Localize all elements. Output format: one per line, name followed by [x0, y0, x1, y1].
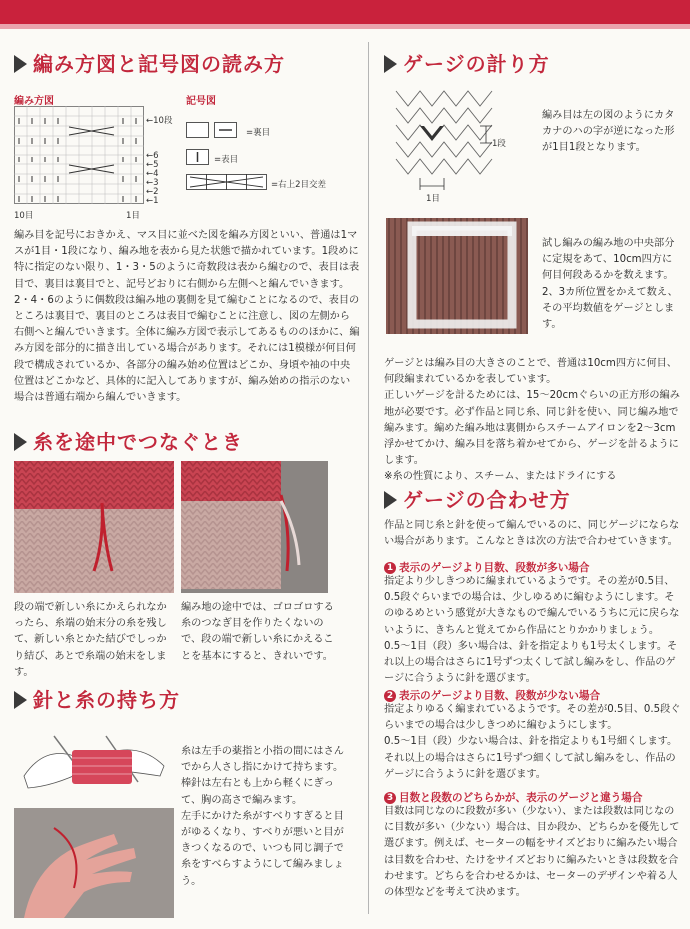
knit-symbol: [186, 149, 210, 165]
knitting-chart-grid: [14, 106, 144, 204]
symbols-label: 記号図: [186, 96, 216, 107]
photo-gauge-ruler: [386, 218, 528, 334]
gauge-adjust-item-3-body: 目数は同じなのに段数が多い（少ない）、または段数は同じなのに目数が多い（少ない）場合は、目か段か、どちらかを優先して選びます。例えば、セーターの幅をサイズどおりに編みたい場合は目数を合わせ、たけをサイズどおりに編みたいときは段数を合わせます。どちらを合わせるかは、セーターのデザインや着る人の体型などを考えて決めます。: [384, 806, 680, 899]
cross-symbol-label: =右上2目交差: [271, 180, 327, 190]
join-yarn-caption-right: 編み地の途中では、ゴロゴロする糸のつなぎ目を作りたくないので、段の端で新しい糸にかえることを基本にすると、きれいです。: [181, 602, 334, 662]
column-divider: [368, 42, 369, 914]
purl-symbol: [186, 122, 242, 138]
section-title-chart-reading: 編み方図と記号図の読み方: [14, 48, 285, 77]
gauge-measure-body: ゲージとは編み目の大きさのことで、普通は10cm四方に何目、何段編まれているかを表しています。 正しいゲージを計るためには、15～20cmぐらいの正方形の編み地が必要です。必ず作品と同じ糸、同じ針を使い、同じ編み地で編みます。編めた編み地は裏側からスチームアイロンを2～3cm浮かせてかけ、編み目を落ち着かせてから、ゲージを計るようにします。 ※糸の性質により、スチーム、またはドライにする: [384, 358, 680, 483]
section-title-gauge-measure: ゲージの計り方: [384, 48, 550, 77]
holding-body: 糸は左手の薬指と小指の間にはさんでから人さし指にかけて持ちます。 棒針は左右とも上から軽くにぎって、胸の高さで編みます。 左手にかけた糸がすべりすぎると目がゆるくなり、すべりが悪いと目がきつくなるので、いつも同じ調子で糸をすべらすようにして編みましょう。: [181, 746, 344, 887]
triangle-bullet-icon: [14, 691, 27, 709]
triangle-bullet-icon: [384, 55, 397, 73]
row-label-1: ←1: [146, 196, 159, 206]
row-label-6: ←6: [146, 151, 159, 161]
purl-symbol-label: =裏目: [246, 128, 271, 138]
top-color-band: [0, 0, 690, 24]
join-yarn-caption-left: 段の端で新しい糸にかえられなかったら、糸端の始末分の糸を残して、新しい糸とかた結びでしっかり結び、あとで糸端の始末をします。: [14, 602, 167, 678]
gauge-caption-1: 編み目は左の図のようにカタカナのハの字が逆になった形が1目1段となります。: [542, 110, 675, 154]
gauge-adjust-item-1-body: 指定より少しきつめに編まれているようです。その差が0.5目、0.5段ぐらいまでの場合は、少しゆるめに編むようにします。そのゆるめという感覚が大きなもので編んでいるうちに元に戻らないように、きちんと覚えてから作品にとりかかりましょう。 0.5～1目（段）多い場合は、針を指定よりも1号太くします。それ以上の場合はさらに1号ずつ太くして試し編みをし、作品のゲージに合うように針を選びます。: [384, 576, 680, 685]
photo-join-yarn-middle: [181, 461, 328, 593]
col-label-1: 1目: [126, 211, 140, 221]
cross-symbol: [186, 174, 268, 190]
gauge-label-row: 1段: [492, 139, 506, 149]
row-label-2: ←2: [146, 187, 159, 197]
row-label-10: ←10段: [146, 116, 173, 126]
diagram-label: 編み方図: [14, 96, 54, 107]
gauge-label-stitch: 1目: [426, 194, 440, 204]
section-title-gauge-adjust: ゲージの合わせ方: [384, 484, 571, 513]
photo-hand-holding-yarn: [14, 808, 174, 918]
top-light-band: [0, 24, 690, 29]
row-label-3: ←3: [146, 178, 159, 188]
section-title-join-yarn: 糸を途中でつなぐとき: [14, 426, 243, 455]
illustration-holding-needles: [14, 716, 174, 806]
row-label-4: ←4: [146, 169, 159, 179]
gauge-caption-2: 試し編みの編み地の中央部分に定規をあて、10cm四方に何目何段あるかを数えます。2、3カ所位置をかえて数え、その平均数値をゲージとします。: [542, 238, 678, 331]
triangle-bullet-icon: [384, 491, 397, 509]
gauge-adjust-item-2-heading: 2 表示のゲージより目数、段数が少ない場合: [384, 688, 600, 703]
photo-join-yarn-edge: [14, 461, 174, 593]
section-title-holding: 針と糸の持ち方: [14, 684, 180, 713]
gauge-adjust-item-1-heading: 1 表示のゲージより目数、段数が多い場合: [384, 560, 589, 575]
gauge-adjust-item-2-body: 指定よりゆるく編まれているようです。その差が0.5目、0.5段ぐらいまでの場合は少しきつめに編むようにします。 0.5～1目（段）少ない場合は、針を指定よりも1号細くします。それ以上の場合はさらに1号ずつ細くして試し編みをし、作品のゲージに合うように針を選びます。: [384, 704, 681, 780]
col-label-10: 10目: [14, 211, 34, 221]
gauge-adjust-item-3-heading: 3 目数と段数のどちらかが、表示のゲージと違う場合: [384, 790, 642, 805]
knit-symbol-label: =表目: [214, 155, 239, 165]
gauge-adjust-intro: 作品と同じ糸と針を使って編んでいるのに、同じゲージにならない場合があります。こんなときは次の方法で合わせていきます。: [384, 520, 680, 548]
triangle-bullet-icon: [14, 433, 27, 451]
triangle-bullet-icon: [14, 55, 27, 73]
row-label-5: ←5: [146, 160, 159, 170]
chart-reading-body: 編み目を記号におきかえ、マス目に並べた図を編み方図といい、普通は1マスが1目・1段になり、編み地を表から見た状態で描かれています。1段めに特に指定のない限り、1・3・5のように奇数段は表から編むので、表目は表目で、裏目は裏目でと、記号どおりに右側から左側へと編んでいきます。 2・4・6のように偶数段は編み地の裏側を見て編むことになるので、表目のところは裏目で、裏目のところは表目で編むことに注意し、図の左側から右側へと編んでいきます。全体に編み方図で表示してあるもののほかに、編み方図を部分的に描き出している場合があります。それには1模様が何目何段で構成されているか、各部分の編み始め位置はどこか、身頃や袖の中央位置はどこかなど、具体的に記入してありますが、編み始めの指示のない場合は普通右端から編んでいきます。: [14, 230, 360, 404]
